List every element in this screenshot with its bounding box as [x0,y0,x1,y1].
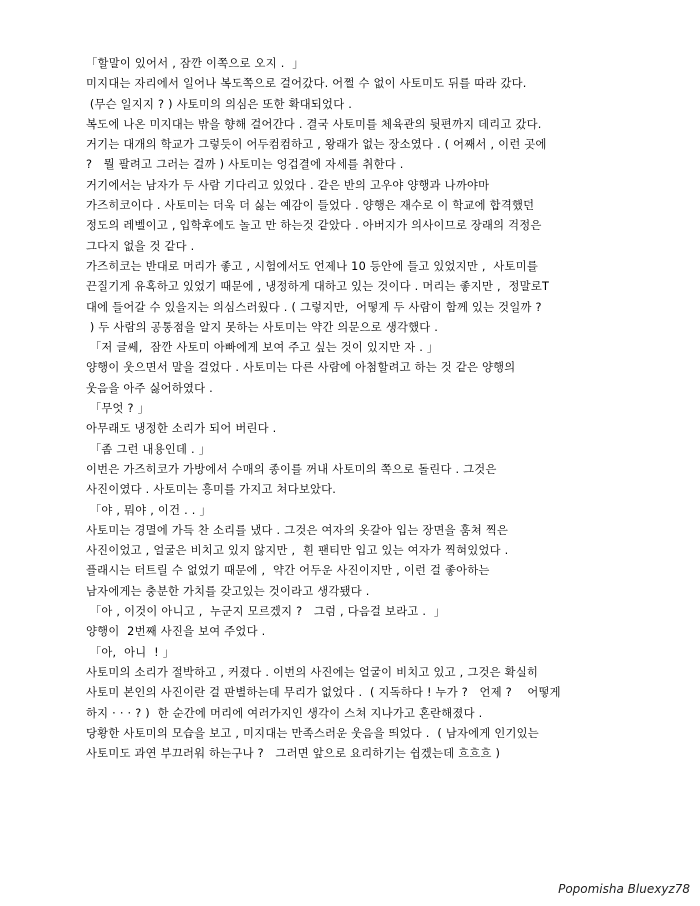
text-line: 하지 · · · ? ) 한 순간에 머리에 여러가지인 생각이 스쳐 지나가고 혼란해졌다 . [86,706,483,720]
text-line: 플래시는 터트릴 수 없었기 때문에 , 약간 어두운 사진이지만 , 이런 걸 좋아하는 [86,564,490,578]
text-line: 남자에게는 충분한 가치를 갖고있는 것이라고 생각됐다 . [86,584,370,598]
text-line: 「할말이 있어서 , 잠깐 이쪽으로 오지 . 」 [86,57,304,70]
text-line: 양행이 웃으면서 말을 걸었다 . 사토미는 다른 사람에 아첨할려고 하는 것 같은 양행의 [86,361,516,375]
text-line: 웃음을 아주 싫어하였다 . [86,381,213,395]
text-line: 사토미의 소리가 절박하고 , 커졌다 . 이번의 사진에는 얼굴이 비치고 있고 , 그것은 확실히 [86,665,539,679]
text-line: 가즈히코이다 . 사토미는 더욱 더 싫는 예감이 들었다 . 양행은 재수로 이 학교에 합격했던 [86,199,535,213]
text-line: 당황한 사토미의 모습을 보고 , 미지대는 만족스러운 웃음을 띄었다 . ( 남자에게 인기있는 [86,726,539,740]
text-line: 사토미는 경멸에 가득 찬 소리를 냈다 . 그것은 여자의 옷갈아 입는 장면을 훔쳐 찍은 [86,523,509,537]
text-line: 대에 들어갈 수 있을지는 의심스러웠다 . ( 그렇지만, 어떻게 두 사람이 함께 있는 것일까 ? [86,300,542,314]
text-line: (무슨 일지지 ? ) 사토미의 의심은 또한 확대되었다 . [86,97,353,111]
text-line: 「아, 아니 ! 」 [86,645,175,659]
text-line: 사진이었고 , 얼굴은 비치고 있지 않지만 , 흰 팬티만 입고 있는 여자가 찍혀있었다 . [86,544,509,558]
text-line: 가즈히코는 반대로 머리가 좋고 , 시험에서도 언제나 10 등안에 들고 있었지만 , 사토미를 [86,259,539,273]
text-line: 아무래도 냉정한 소리가 되어 버린다 . [86,422,277,436]
text-line: 복도에 나온 미지대는 밖을 향해 걸어간다 . 결국 사토미를 체육관의 뒷편까지 데리고 갔다. [86,117,542,131]
translator-credit: Popomisha Bluexyz78 [558,882,690,896]
text-line: 미지대는 자리에서 일어나 복도쪽으로 걸어갔다. 어쩔 수 없이 사토미도 뒤를 따라 갔다. [86,77,527,91]
text-line: 「무엇 ? 」 [86,402,150,416]
document-body [86,54,626,764]
text-line: 「저 글쎄, 잠깐 사토미 아빠에게 보여 주고 싶는 것이 있지만 자 . 」 [86,341,439,355]
text-line: ) 두 사람의 공통점을 알지 못하는 사토미는 약간 의문으로 생각했다 . [86,320,439,334]
text-line: 사토미 본인의 사진이란 걸 판별하는데 무리가 없었다 . ( 지독하다 ! 누가 ? 언제 ? 어떻게 [86,686,561,700]
text-line: 정도의 레벨이고 , 입학후에도 놀고 만 하는것 같았다 . 아버지가 의사이므로 장래의 걱정은 [86,219,542,233]
text-line: 끈질기게 유혹하고 있었기 때문에 , 냉정하게 대하고 있는 것이다 . 머리는 좋지만 , 정말로T [86,280,550,294]
text-line: 「아 , 이것이 아니고 , 누군지 모르겠지 ? 그럼 , 다음걸 보라고 . 」 [86,605,446,619]
text-line: 거기에서는 남자가 두 사람 기다리고 있었다 . 같은 반의 고우야 양행과 나까야마 [86,178,490,192]
text-line: 「좀 그런 내용인데 . 」 [86,442,211,456]
text-line: 이번은 가즈히코가 가방에서 수매의 종이를 꺼내 사토미의 쪽으로 돌린다 . 그것은 [86,462,497,476]
text-line: 거기는 대개의 학교가 그렇듯이 어두컴컴하고 , 왕래가 없는 장소였다 . ( 어째서 , 이런 곳에 [86,138,547,152]
text-line: 「야 , 뭐야 , 이건 . . 」 [86,503,211,517]
text-line: 사토미도 과연 부끄러워 하는구나 ? 그러면 앞으로 요리하기는 쉽겠는데 흐흐흐 ) [86,747,501,761]
text-line: ? 뭘 팔려고 그러는 걸까 ) 사토미는 엉겁결에 자세를 취한다 . [86,158,404,172]
text-line: 사진이였다 . 사토미는 흥미를 가지고 쳐다보았다. [86,483,337,497]
text-line: 양행이 2번째 사진을 보여 주었다 . [86,625,266,639]
text-line: 그다지 없을 것 같다 . [86,239,195,253]
